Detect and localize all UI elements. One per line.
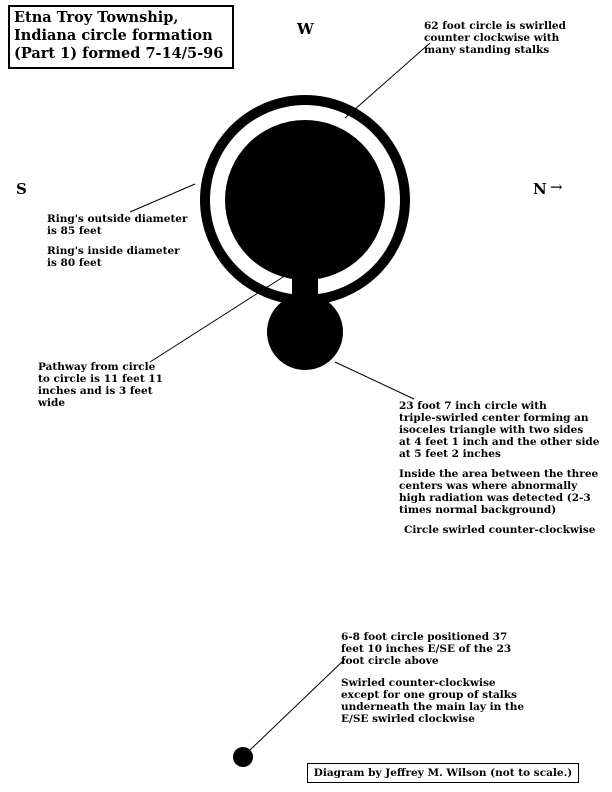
note-small-circle: 6-8 foot circle positioned 37 feet 10 inches E/SE of the 23 foot circle above xyxy=(341,631,512,667)
north-arrow-icon: → xyxy=(550,178,563,196)
note-ring-inside: Ring's inside diameter is 80 feet xyxy=(47,245,180,269)
note-radiation: Inside the area between the three centers was where abnormally high radiation was detected (2-3 times normal background) xyxy=(399,468,599,516)
leader-big-circle xyxy=(345,43,430,118)
compass-north: N xyxy=(533,180,547,198)
leader-ring xyxy=(130,184,195,212)
leader-small-circle xyxy=(250,659,345,750)
note-pathway: Pathway from circle to circle is 11 feet 11 inches and is 3 feet wide xyxy=(38,361,163,409)
note-medium-swirl: Circle swirled counter-clockwise xyxy=(404,524,596,536)
note-medium-circle: 23 foot 7 inch circle with triple-swirled center forming an isoceles triangle with two sides at 4 feet 1 inch and the other side at 5 feet 2 inches xyxy=(399,400,600,460)
compass-south: S xyxy=(16,180,27,198)
leader-medium-circle xyxy=(335,362,414,399)
note-big-circle: 62 foot circle is swirlled counter clockwise with many standing stalks xyxy=(424,20,566,56)
medium-circle xyxy=(267,294,343,370)
note-small-swirl: Swirled counter-clockwise except for one group of stalks underneath the main lay in the E/SE swirled clockwise xyxy=(341,677,525,725)
compass-west: W xyxy=(297,20,314,38)
diagram-credit: Diagram by Jeffrey M. Wilson (not to scale.) xyxy=(307,763,579,783)
diagram-title: Etna Troy Township, Indiana circle formation (Part 1) formed 7-14/5-96 xyxy=(8,5,234,69)
note-ring-outside: Ring's outside diameter is 85 feet xyxy=(47,213,188,237)
